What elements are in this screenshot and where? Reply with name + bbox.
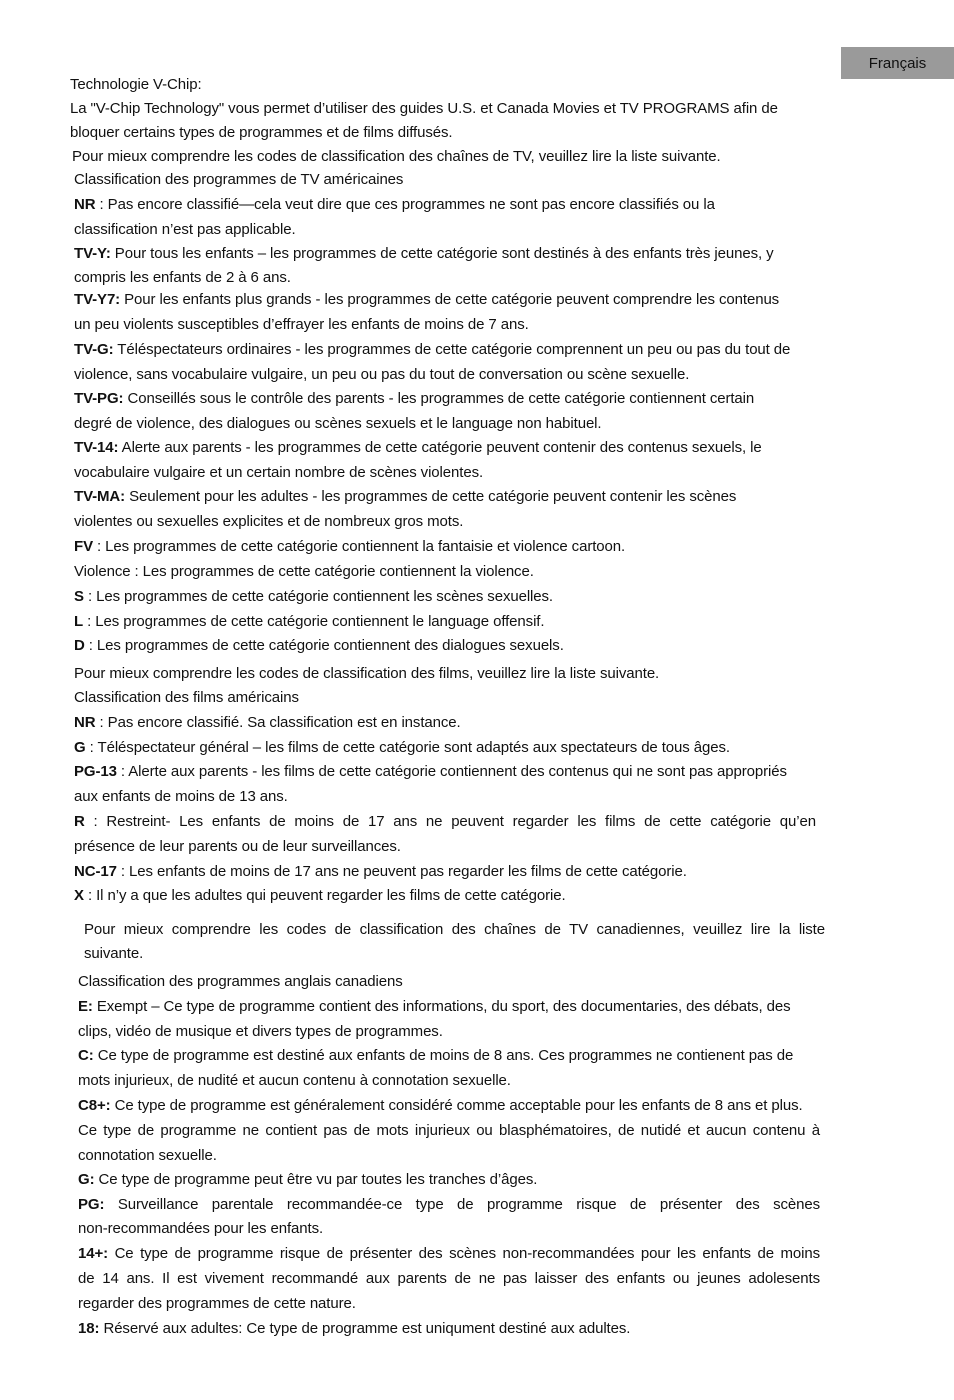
line-text: vocabulaire vulgaire et un certain nombre de scènes violentes. [74, 464, 484, 481]
text-line [74, 316, 529, 334]
line-text: connotation sexuelle. [78, 1147, 217, 1164]
line-text: Pour les enfants plus grands - les programmes de cette catégorie peuvent comprendre les contenus [120, 291, 780, 308]
line-text: violence, sans vocabulaire vulgaire, un peu ou pas du tout de conversation ou scène sexuelle. [74, 366, 690, 383]
text-line [78, 1122, 820, 1140]
text-line [74, 245, 774, 263]
text-line [74, 366, 689, 384]
text-line [78, 1072, 511, 1090]
line-text: : Pas encore classifié. Sa classification est en instance. [95, 714, 461, 731]
text-line [74, 464, 483, 482]
line-text: Téléspectateurs ordinaires - les programmes de cette catégorie comprennent un peu ou pas du tout de [113, 341, 791, 358]
text-line [74, 513, 463, 531]
line-text: classification n’est pas applicable. [74, 221, 296, 238]
text-line [74, 439, 762, 457]
line-text: violentes ou sexuelles explicites et de nombreux gros mots. [74, 513, 464, 530]
rating-code: G [74, 739, 86, 756]
rating-code: TV-14: [74, 439, 119, 456]
line-text: de 14 ans. Il est vivement recommandé aux parents de ne pas laisser des enfants ou jeunes adolesents [78, 1270, 820, 1287]
rating-code: G: [78, 1171, 95, 1188]
line-text: : Alerte aux parents - les films de cette catégorie contiennent des contenus qui ne sont pas appropriés [116, 763, 787, 780]
text-line [78, 973, 403, 991]
line-text: Pour tous les enfants – les programmes de cette catégorie sont destinés à des enfants très jeunes, y [110, 245, 774, 262]
text-line [78, 1320, 630, 1338]
rating-code: TV-Y: [74, 245, 111, 262]
rating-code: E: [78, 998, 93, 1015]
rating-code: S [74, 588, 84, 605]
text-line [74, 538, 625, 556]
line-text: suivante. [84, 945, 144, 962]
line-text: Pour mieux comprendre les codes de classification des films, veuillez lire la liste suivante. [74, 665, 660, 682]
line-text: : Les programmes de cette catégorie contiennent les scènes sexuelles. [83, 588, 554, 605]
text-line [78, 1295, 356, 1313]
rating-code: 14+: [78, 1245, 109, 1262]
rating-code: D [74, 637, 85, 654]
text-line [74, 196, 715, 214]
line-text: regarder des programmes de cette nature. [78, 1295, 356, 1312]
text-line [70, 76, 202, 94]
rating-code: NR [74, 196, 96, 213]
line-text: Pour mieux comprendre les codes de classification des chaînes de TV canadiennes, veuillez lire la liste [84, 921, 825, 938]
line-text: bloquer certains types de programmes et de films diffusés. [70, 124, 453, 141]
text-line [74, 714, 461, 732]
line-text: Violence : Les programmes de cette catégorie contiennent la violence. [74, 563, 534, 580]
line-text: Technologie V-Chip: [70, 76, 202, 93]
rating-code: R [74, 813, 85, 830]
line-text: présence de leur parents ou de leur surveillances. [74, 838, 401, 855]
text-line [74, 788, 288, 806]
text-line [78, 1245, 820, 1263]
rating-code: NC-17 [74, 863, 117, 880]
language-tab: Français [841, 47, 954, 79]
line-text: un peu violents susceptibles d’effrayer les enfants de moins de 7 ans. [74, 316, 529, 333]
line-text: Classification des programmes de TV américaines [74, 171, 404, 188]
text-line [78, 1196, 820, 1214]
text-line [74, 813, 816, 831]
line-text: : Les programmes de cette catégorie contiennent des dialogues sexuels. [84, 637, 564, 654]
rating-code: X [74, 887, 84, 904]
text-line [74, 838, 401, 856]
text-line [78, 1171, 537, 1189]
line-text: aux enfants de moins de 13 ans. [74, 788, 288, 805]
line-text: Alerte aux parents - les programmes de cette catégorie peuvent contenir des contenus sexuels, le [118, 439, 762, 456]
text-line [84, 921, 825, 939]
text-line [78, 1270, 820, 1288]
text-line [74, 613, 544, 631]
text-line [74, 739, 730, 757]
text-line [72, 148, 721, 166]
line-text: Ce type de programme risque de présenter des scènes non-recommandées pour les enfants de moins [108, 1245, 820, 1262]
line-text: : Téléspectateur général – les films de cette catégorie sont adaptés aux spectateurs de tous âges. [85, 739, 730, 756]
text-line [74, 689, 299, 707]
line-text: clips, vidéo de musique et divers types de programmes. [78, 1023, 443, 1040]
rating-code: TV-MA: [74, 488, 126, 505]
text-line [74, 488, 736, 506]
line-text: Ce type de programme ne contient pas de mots injurieux ou blasphématoires, de nutidé et aucun contenu à [78, 1122, 820, 1139]
line-text: Surveillance parentale recommandée-ce type de programme risque de présenter des scènes [104, 1196, 820, 1213]
rating-code: 18: [78, 1320, 100, 1337]
text-line [74, 588, 553, 606]
text-line [74, 863, 687, 881]
line-text: mots injurieux, de nudité et aucun contenu à connotation sexuelle. [78, 1072, 511, 1089]
line-text: : Les programmes de cette catégorie contiennent le language offensif. [83, 613, 545, 630]
text-line [84, 945, 143, 963]
line-text: Ce type de programme peut être vu par toutes les tranches d’âges. [94, 1171, 538, 1188]
line-text: : Il n’y a que les adultes qui peuvent regarder les films de cette catégorie. [83, 887, 566, 904]
text-line [78, 998, 791, 1016]
rating-code: TV-PG: [74, 390, 124, 407]
rating-code: C: [78, 1047, 94, 1064]
rating-code: TV-Y7: [74, 291, 121, 308]
text-line [74, 415, 602, 433]
rating-code: FV [74, 538, 93, 555]
line-text: : Les enfants de moins de 17 ans ne peuvent pas regarder les films de cette catégorie. [116, 863, 687, 880]
text-line [78, 1097, 803, 1115]
text-line [74, 637, 564, 655]
rating-code: PG: [78, 1196, 105, 1213]
text-line [70, 124, 452, 142]
text-line [74, 221, 296, 239]
line-text: Ce type de programme est destiné aux enfants de moins de 8 ans. Ces programmes ne contienent pas de [93, 1047, 794, 1064]
text-line [74, 341, 790, 359]
text-line [74, 563, 534, 581]
text-line [74, 665, 659, 683]
line-text: Réservé aux adultes: Ce type de programme est uniqument destiné aux adultes. [99, 1320, 631, 1337]
line-text: Ce type de programme est généralement considéré comme acceptable pour les enfants de 8 ans et plus. [110, 1097, 803, 1114]
rating-code: C8+: [78, 1097, 111, 1114]
text-line [78, 1023, 443, 1041]
rating-code: L [74, 613, 84, 630]
line-text: Classification des programmes anglais canadiens [78, 973, 403, 990]
line-text: : Les programmes de cette catégorie contiennent la fantaisie et violence cartoon. [92, 538, 626, 555]
line-text: degré de violence, des dialogues ou scènes sexuels et le language non habituel. [74, 415, 602, 432]
text-line [74, 390, 754, 408]
text-line [74, 291, 779, 309]
text-line [78, 1047, 793, 1065]
text-line [78, 1147, 217, 1165]
line-text: La "V-Chip Technology" vous permet d’utiliser des guides U.S. et Canada Movies et TV PROGRAMS afin de [70, 100, 778, 117]
text-line [74, 171, 403, 189]
text-line [70, 100, 778, 118]
text-line [74, 887, 566, 905]
rating-code: PG-13 [74, 763, 117, 780]
text-line [78, 1220, 323, 1238]
line-text: : Pas encore classifié—cela veut dire que ces programmes ne sont pas encore classifiés ou la [95, 196, 715, 213]
line-text: Conseillés sous le contrôle des parents - les programmes de cette catégorie contiennent certain [123, 390, 755, 407]
rating-code: NR [74, 714, 96, 731]
line-text: non-recommandées pour les enfants. [78, 1220, 324, 1237]
line-text: Exempt – Ce type de programme contient des informations, du sport, des documentaries, des débats, des [92, 998, 791, 1015]
text-line [74, 269, 291, 287]
line-text: : Restreint- Les enfants de moins de 17 ans ne peuvent regarder les films de cette catégorie qu’en [84, 813, 816, 830]
line-text: Pour mieux comprendre les codes de classification des chaînes de TV, veuillez lire la liste suivante. [72, 148, 721, 165]
rating-code: TV-G: [74, 341, 114, 358]
line-text: Seulement pour les adultes - les programmes de cette catégorie peuvent contenir les scènes [125, 488, 737, 505]
line-text: Classification des films américains [74, 689, 299, 706]
line-text: compris les enfants de 2 à 6 ans. [74, 269, 291, 286]
text-line [74, 763, 787, 781]
